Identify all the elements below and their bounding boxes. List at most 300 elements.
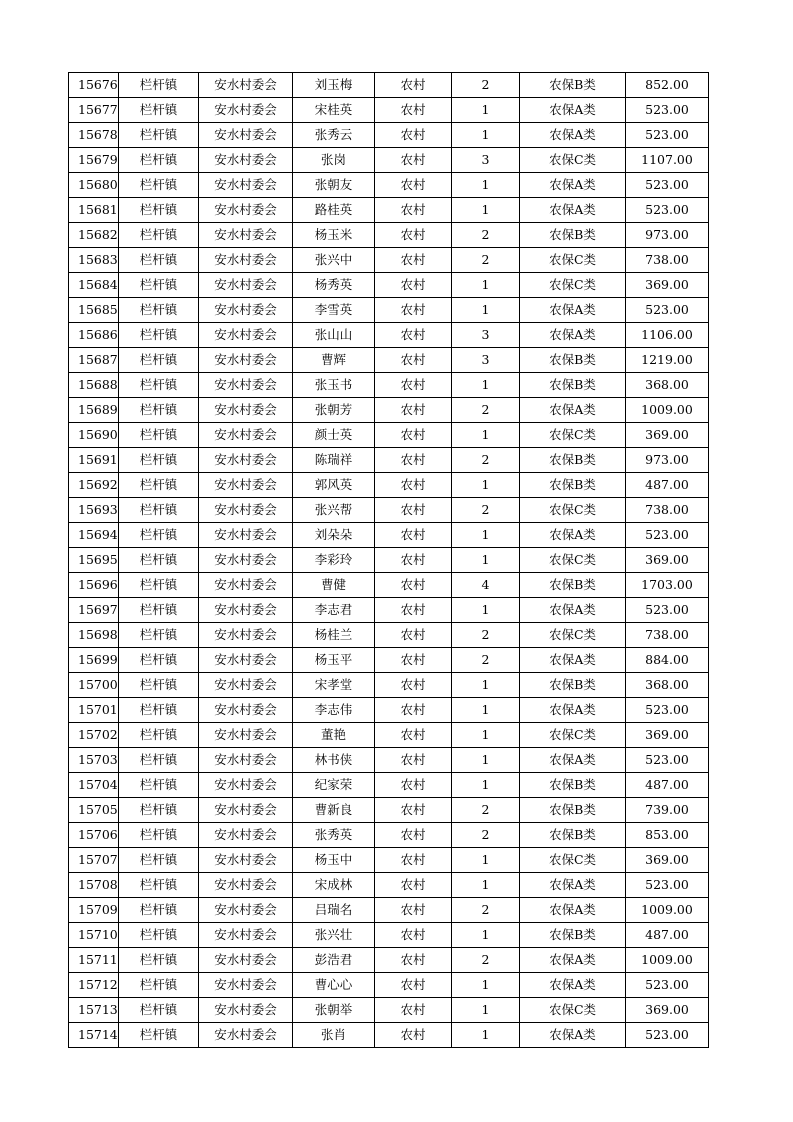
cell-village: 安水村委会 — [199, 773, 293, 798]
cell-id: 15691 — [69, 448, 119, 473]
cell-name: 彭浩君 — [293, 948, 375, 973]
cell-town: 栏杆镇 — [119, 123, 199, 148]
cell-amount: 884.00 — [626, 648, 709, 673]
table-row — [69, 548, 709, 573]
cell-type: 农村 — [375, 348, 452, 373]
cell-village: 安水村委会 — [199, 973, 293, 998]
cell-amount: 523.00 — [626, 598, 709, 623]
cell-count: 1 — [452, 748, 520, 773]
cell-town: 栏杆镇 — [119, 273, 199, 298]
cell-village: 安水村委会 — [199, 648, 293, 673]
cell-village: 安水村委会 — [199, 173, 293, 198]
cell-type: 农村 — [375, 298, 452, 323]
cell-town: 栏杆镇 — [119, 298, 199, 323]
cell-category: 农保A类 — [520, 698, 626, 723]
cell-town: 栏杆镇 — [119, 1023, 199, 1048]
cell-village: 安水村委会 — [199, 623, 293, 648]
cell-town: 栏杆镇 — [119, 373, 199, 398]
table-row — [69, 323, 709, 348]
cell-type: 农村 — [375, 248, 452, 273]
cell-category: 农保B类 — [520, 73, 626, 98]
cell-type: 农村 — [375, 698, 452, 723]
cell-village: 安水村委会 — [199, 998, 293, 1023]
cell-name: 杨桂兰 — [293, 623, 375, 648]
cell-type: 农村 — [375, 973, 452, 998]
cell-count: 1 — [452, 173, 520, 198]
cell-category: 农保B类 — [520, 823, 626, 848]
cell-amount: 973.00 — [626, 448, 709, 473]
cell-name: 李志君 — [293, 598, 375, 623]
cell-id: 15707 — [69, 848, 119, 873]
cell-count: 2 — [452, 248, 520, 273]
cell-name: 刘玉梅 — [293, 73, 375, 98]
table-row — [69, 173, 709, 198]
cell-count: 1 — [452, 98, 520, 123]
cell-village: 安水村委会 — [199, 448, 293, 473]
cell-count: 2 — [452, 648, 520, 673]
table-row — [69, 573, 709, 598]
cell-id: 15684 — [69, 273, 119, 298]
cell-amount: 852.00 — [626, 73, 709, 98]
cell-category: 农保A类 — [520, 298, 626, 323]
cell-id: 15708 — [69, 873, 119, 898]
cell-name: 张山山 — [293, 323, 375, 348]
cell-type: 农村 — [375, 323, 452, 348]
cell-village: 安水村委会 — [199, 673, 293, 698]
cell-type: 农村 — [375, 823, 452, 848]
cell-id: 15712 — [69, 973, 119, 998]
cell-name: 杨玉中 — [293, 848, 375, 873]
cell-town: 栏杆镇 — [119, 698, 199, 723]
table-row — [69, 823, 709, 848]
cell-count: 3 — [452, 323, 520, 348]
cell-amount: 523.00 — [626, 1023, 709, 1048]
table-row — [69, 898, 709, 923]
cell-type: 农村 — [375, 548, 452, 573]
cell-id: 15714 — [69, 1023, 119, 1048]
cell-amount: 1009.00 — [626, 398, 709, 423]
cell-amount: 738.00 — [626, 623, 709, 648]
cell-category: 农保A类 — [520, 98, 626, 123]
cell-count: 1 — [452, 848, 520, 873]
cell-count: 2 — [452, 948, 520, 973]
cell-count: 1 — [452, 423, 520, 448]
cell-category: 农保B类 — [520, 348, 626, 373]
cell-village: 安水村委会 — [199, 748, 293, 773]
cell-name: 郭风英 — [293, 473, 375, 498]
cell-type: 农村 — [375, 848, 452, 873]
cell-amount: 738.00 — [626, 498, 709, 523]
cell-town: 栏杆镇 — [119, 773, 199, 798]
cell-type: 农村 — [375, 773, 452, 798]
cell-amount: 523.00 — [626, 298, 709, 323]
cell-amount: 368.00 — [626, 373, 709, 398]
cell-town: 栏杆镇 — [119, 498, 199, 523]
cell-id: 15694 — [69, 523, 119, 548]
cell-town: 栏杆镇 — [119, 223, 199, 248]
cell-town: 栏杆镇 — [119, 523, 199, 548]
cell-count: 1 — [452, 198, 520, 223]
cell-town: 栏杆镇 — [119, 173, 199, 198]
cell-category: 农保A类 — [520, 523, 626, 548]
cell-type: 农村 — [375, 373, 452, 398]
cell-village: 安水村委会 — [199, 398, 293, 423]
cell-town: 栏杆镇 — [119, 98, 199, 123]
cell-amount: 1219.00 — [626, 348, 709, 373]
cell-name: 林书侠 — [293, 748, 375, 773]
cell-count: 1 — [452, 548, 520, 573]
cell-id: 15689 — [69, 398, 119, 423]
cell-count: 2 — [452, 448, 520, 473]
cell-category: 农保B类 — [520, 798, 626, 823]
cell-type: 农村 — [375, 423, 452, 448]
cell-category: 农保A类 — [520, 748, 626, 773]
cell-amount: 369.00 — [626, 273, 709, 298]
table-row — [69, 98, 709, 123]
table-row — [69, 973, 709, 998]
cell-type: 农村 — [375, 448, 452, 473]
cell-category: 农保C类 — [520, 623, 626, 648]
table-row — [69, 273, 709, 298]
cell-id: 15692 — [69, 473, 119, 498]
cell-village: 安水村委会 — [199, 223, 293, 248]
cell-id: 15683 — [69, 248, 119, 273]
cell-amount: 369.00 — [626, 423, 709, 448]
cell-village: 安水村委会 — [199, 948, 293, 973]
table-row — [69, 923, 709, 948]
cell-count: 2 — [452, 898, 520, 923]
cell-town: 栏杆镇 — [119, 73, 199, 98]
cell-town: 栏杆镇 — [119, 823, 199, 848]
cell-name: 董艳 — [293, 723, 375, 748]
cell-category: 农保C类 — [520, 148, 626, 173]
cell-town: 栏杆镇 — [119, 898, 199, 923]
table-row — [69, 448, 709, 473]
cell-village: 安水村委会 — [199, 898, 293, 923]
cell-village: 安水村委会 — [199, 723, 293, 748]
cell-amount: 523.00 — [626, 748, 709, 773]
table-row — [69, 498, 709, 523]
cell-town: 栏杆镇 — [119, 448, 199, 473]
cell-category: 农保C类 — [520, 548, 626, 573]
cell-type: 农村 — [375, 898, 452, 923]
cell-town: 栏杆镇 — [119, 673, 199, 698]
cell-town: 栏杆镇 — [119, 748, 199, 773]
cell-name: 宋成林 — [293, 873, 375, 898]
cell-id: 15687 — [69, 348, 119, 373]
table-row — [69, 223, 709, 248]
cell-name: 张兴中 — [293, 248, 375, 273]
cell-name: 曹心心 — [293, 973, 375, 998]
cell-count: 1 — [452, 298, 520, 323]
cell-category: 农保B类 — [520, 573, 626, 598]
cell-category: 农保C类 — [520, 273, 626, 298]
cell-id: 15711 — [69, 948, 119, 973]
cell-amount: 973.00 — [626, 223, 709, 248]
cell-type: 农村 — [375, 273, 452, 298]
cell-category: 农保A类 — [520, 1023, 626, 1048]
cell-type: 农村 — [375, 523, 452, 548]
cell-category: 农保A类 — [520, 873, 626, 898]
cell-id: 15688 — [69, 373, 119, 398]
cell-category: 农保B类 — [520, 448, 626, 473]
cell-type: 农村 — [375, 123, 452, 148]
cell-category: 农保C类 — [520, 998, 626, 1023]
cell-amount: 523.00 — [626, 123, 709, 148]
table-row — [69, 698, 709, 723]
cell-category: 农保B类 — [520, 923, 626, 948]
cell-count: 1 — [452, 523, 520, 548]
table-row — [69, 948, 709, 973]
cell-count: 1 — [452, 773, 520, 798]
cell-town: 栏杆镇 — [119, 573, 199, 598]
cell-town: 栏杆镇 — [119, 248, 199, 273]
cell-id: 15701 — [69, 698, 119, 723]
cell-amount: 487.00 — [626, 923, 709, 948]
cell-amount: 368.00 — [626, 673, 709, 698]
cell-town: 栏杆镇 — [119, 998, 199, 1023]
cell-type: 农村 — [375, 498, 452, 523]
cell-name: 张玉书 — [293, 373, 375, 398]
cell-category: 农保C类 — [520, 723, 626, 748]
cell-category: 农保B类 — [520, 373, 626, 398]
cell-id: 15699 — [69, 648, 119, 673]
cell-count: 4 — [452, 573, 520, 598]
cell-id: 15679 — [69, 148, 119, 173]
cell-amount: 739.00 — [626, 798, 709, 823]
cell-name: 颜士英 — [293, 423, 375, 448]
table-row — [69, 198, 709, 223]
cell-name: 杨玉米 — [293, 223, 375, 248]
cell-village: 安水村委会 — [199, 148, 293, 173]
cell-count: 2 — [452, 498, 520, 523]
table-row — [69, 773, 709, 798]
cell-count: 2 — [452, 623, 520, 648]
cell-name: 路桂英 — [293, 198, 375, 223]
cell-id: 15710 — [69, 923, 119, 948]
cell-id: 15681 — [69, 198, 119, 223]
cell-name: 曹健 — [293, 573, 375, 598]
cell-category: 农保A类 — [520, 898, 626, 923]
cell-id: 15704 — [69, 773, 119, 798]
cell-count: 1 — [452, 698, 520, 723]
cell-amount: 1703.00 — [626, 573, 709, 598]
cell-name: 陈瑞祥 — [293, 448, 375, 473]
cell-id: 15678 — [69, 123, 119, 148]
cell-amount: 1009.00 — [626, 948, 709, 973]
cell-type: 农村 — [375, 148, 452, 173]
cell-count: 3 — [452, 148, 520, 173]
table-row — [69, 998, 709, 1023]
cell-town: 栏杆镇 — [119, 623, 199, 648]
cell-type: 农村 — [375, 173, 452, 198]
cell-type: 农村 — [375, 798, 452, 823]
table-row — [69, 598, 709, 623]
table-row — [69, 848, 709, 873]
cell-town: 栏杆镇 — [119, 598, 199, 623]
table-body — [69, 73, 709, 1048]
cell-name: 李雪英 — [293, 298, 375, 323]
table-row — [69, 73, 709, 98]
cell-amount: 523.00 — [626, 98, 709, 123]
cell-village: 安水村委会 — [199, 123, 293, 148]
cell-name: 刘朵朵 — [293, 523, 375, 548]
cell-name: 张秀英 — [293, 823, 375, 848]
cell-name: 宋桂英 — [293, 98, 375, 123]
cell-id: 15698 — [69, 623, 119, 648]
cell-village: 安水村委会 — [199, 823, 293, 848]
cell-town: 栏杆镇 — [119, 348, 199, 373]
cell-name: 张肖 — [293, 1023, 375, 1048]
cell-town: 栏杆镇 — [119, 198, 199, 223]
cell-type: 农村 — [375, 948, 452, 973]
cell-village: 安水村委会 — [199, 73, 293, 98]
cell-category: 农保B类 — [520, 673, 626, 698]
cell-id: 15682 — [69, 223, 119, 248]
table-row — [69, 373, 709, 398]
cell-amount: 1106.00 — [626, 323, 709, 348]
cell-id: 15713 — [69, 998, 119, 1023]
cell-id: 15709 — [69, 898, 119, 923]
cell-village: 安水村委会 — [199, 373, 293, 398]
cell-town: 栏杆镇 — [119, 423, 199, 448]
cell-name: 张岗 — [293, 148, 375, 173]
cell-category: 农保A类 — [520, 948, 626, 973]
cell-count: 3 — [452, 348, 520, 373]
cell-amount: 369.00 — [626, 548, 709, 573]
cell-count: 2 — [452, 73, 520, 98]
cell-id: 15697 — [69, 598, 119, 623]
table-row — [69, 148, 709, 173]
cell-type: 农村 — [375, 873, 452, 898]
table-row — [69, 673, 709, 698]
cell-village: 安水村委会 — [199, 1023, 293, 1048]
cell-name: 杨秀英 — [293, 273, 375, 298]
table-row — [69, 873, 709, 898]
cell-amount: 523.00 — [626, 873, 709, 898]
cell-id: 15676 — [69, 73, 119, 98]
cell-amount: 523.00 — [626, 198, 709, 223]
cell-count: 1 — [452, 1023, 520, 1048]
cell-village: 安水村委会 — [199, 248, 293, 273]
cell-village: 安水村委会 — [199, 348, 293, 373]
cell-town: 栏杆镇 — [119, 873, 199, 898]
cell-name: 张朝芳 — [293, 398, 375, 423]
cell-type: 农村 — [375, 648, 452, 673]
cell-amount: 369.00 — [626, 848, 709, 873]
records-table — [68, 72, 709, 1048]
cell-amount: 369.00 — [626, 998, 709, 1023]
cell-name: 吕瑞名 — [293, 898, 375, 923]
cell-amount: 853.00 — [626, 823, 709, 848]
cell-category: 农保A类 — [520, 123, 626, 148]
cell-count: 1 — [452, 923, 520, 948]
cell-count: 2 — [452, 823, 520, 848]
cell-village: 安水村委会 — [199, 698, 293, 723]
cell-town: 栏杆镇 — [119, 648, 199, 673]
table-row — [69, 523, 709, 548]
cell-name: 张朝举 — [293, 998, 375, 1023]
cell-count: 1 — [452, 873, 520, 898]
cell-type: 农村 — [375, 98, 452, 123]
cell-village: 安水村委会 — [199, 798, 293, 823]
table-row — [69, 748, 709, 773]
cell-category: 农保C类 — [520, 423, 626, 448]
cell-village: 安水村委会 — [199, 198, 293, 223]
cell-type: 农村 — [375, 1023, 452, 1048]
cell-type: 农村 — [375, 923, 452, 948]
cell-amount: 523.00 — [626, 973, 709, 998]
cell-name: 张秀云 — [293, 123, 375, 148]
cell-id: 15693 — [69, 498, 119, 523]
cell-type: 农村 — [375, 473, 452, 498]
cell-category: 农保A类 — [520, 323, 626, 348]
cell-village: 安水村委会 — [199, 923, 293, 948]
cell-count: 1 — [452, 973, 520, 998]
cell-count: 2 — [452, 223, 520, 248]
cell-type: 农村 — [375, 723, 452, 748]
cell-count: 1 — [452, 123, 520, 148]
cell-village: 安水村委会 — [199, 273, 293, 298]
cell-type: 农村 — [375, 398, 452, 423]
cell-village: 安水村委会 — [199, 573, 293, 598]
cell-amount: 523.00 — [626, 698, 709, 723]
table-row — [69, 348, 709, 373]
cell-village: 安水村委会 — [199, 423, 293, 448]
cell-amount: 1107.00 — [626, 148, 709, 173]
cell-count: 2 — [452, 398, 520, 423]
cell-id: 15680 — [69, 173, 119, 198]
cell-category: 农保C类 — [520, 498, 626, 523]
cell-category: 农保C类 — [520, 248, 626, 273]
cell-name: 张朝友 — [293, 173, 375, 198]
cell-town: 栏杆镇 — [119, 848, 199, 873]
cell-amount: 369.00 — [626, 723, 709, 748]
cell-name: 李彩玲 — [293, 548, 375, 573]
cell-category: 农保A类 — [520, 973, 626, 998]
table-row — [69, 648, 709, 673]
cell-category: 农保A类 — [520, 598, 626, 623]
cell-amount: 523.00 — [626, 523, 709, 548]
cell-town: 栏杆镇 — [119, 798, 199, 823]
cell-name: 杨玉平 — [293, 648, 375, 673]
cell-id: 15677 — [69, 98, 119, 123]
table-row — [69, 123, 709, 148]
cell-id: 15686 — [69, 323, 119, 348]
cell-count: 1 — [452, 273, 520, 298]
cell-category: 农保A类 — [520, 398, 626, 423]
cell-id: 15706 — [69, 823, 119, 848]
table-row — [69, 298, 709, 323]
cell-count: 2 — [452, 798, 520, 823]
table-row — [69, 248, 709, 273]
cell-town: 栏杆镇 — [119, 398, 199, 423]
cell-town: 栏杆镇 — [119, 723, 199, 748]
cell-town: 栏杆镇 — [119, 923, 199, 948]
table-row — [69, 1023, 709, 1048]
cell-town: 栏杆镇 — [119, 323, 199, 348]
cell-amount: 487.00 — [626, 473, 709, 498]
cell-count: 1 — [452, 998, 520, 1023]
cell-id: 15705 — [69, 798, 119, 823]
cell-id: 15702 — [69, 723, 119, 748]
cell-type: 农村 — [375, 998, 452, 1023]
table-row — [69, 623, 709, 648]
cell-name: 曹辉 — [293, 348, 375, 373]
cell-village: 安水村委会 — [199, 498, 293, 523]
cell-name: 张兴帮 — [293, 498, 375, 523]
cell-town: 栏杆镇 — [119, 473, 199, 498]
